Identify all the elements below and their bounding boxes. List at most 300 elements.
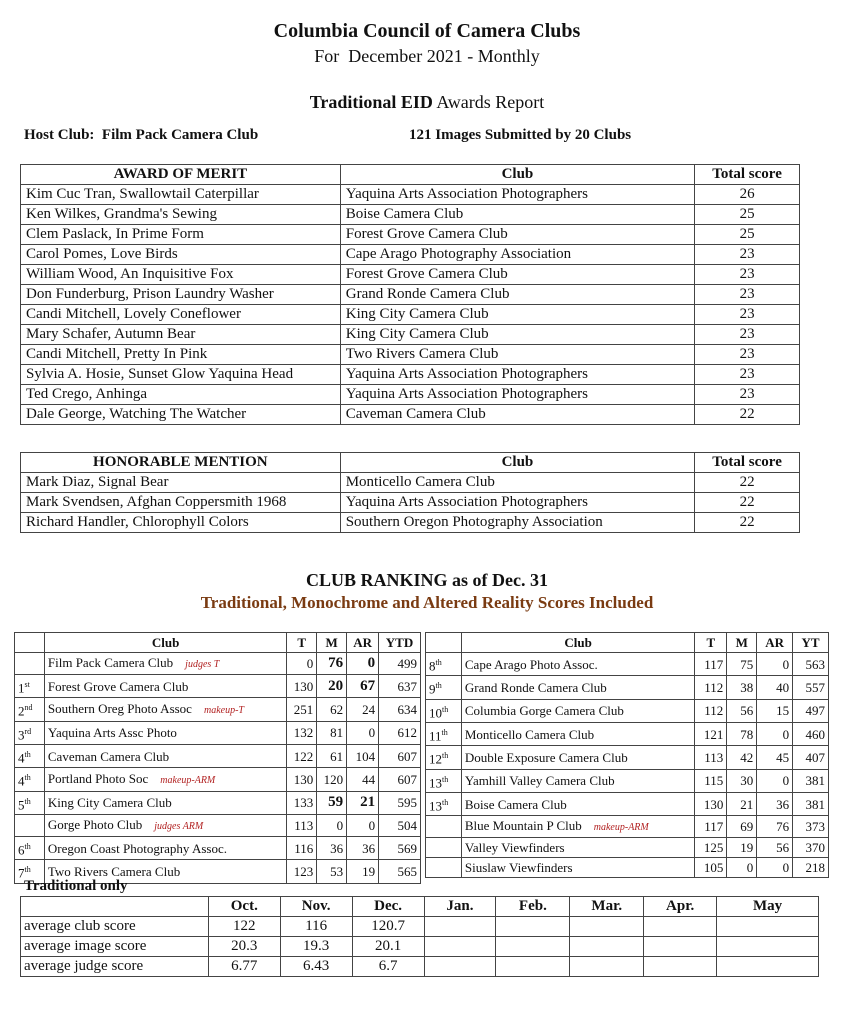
awards-report-heading xyxy=(0,92,854,113)
ranking-note: makeup-ARM xyxy=(160,774,216,786)
column-header: AR xyxy=(757,633,793,653)
ranking-place-suffix: th xyxy=(435,658,442,667)
ranking-place-suffix: th xyxy=(24,841,31,851)
ranking-club-name: Monticello Camera Club xyxy=(464,726,595,742)
ranking-club xyxy=(461,769,695,792)
ranking-ytd-score: 607 xyxy=(379,768,421,791)
ranking-m-score: 36 xyxy=(317,836,347,859)
ranking-t-score: 0 xyxy=(287,653,317,675)
ranking-m-score: 38 xyxy=(727,676,757,699)
ranking-place xyxy=(15,698,45,721)
ranking-place xyxy=(15,744,45,767)
ranking-ar-score: 76 xyxy=(757,816,793,838)
ranking-ytd-score: 557 xyxy=(793,676,829,699)
ranking-place xyxy=(15,791,45,814)
award-entry: Sylvia A. Hosie, Sunset Glow Yaquina Head xyxy=(21,365,341,385)
merit-row xyxy=(21,185,800,205)
ranking-place xyxy=(15,814,45,836)
ranking-club-name: Portland Photo Soc xyxy=(47,770,149,786)
award-entry: Carol Pomes, Love Birds xyxy=(21,245,341,265)
ranking-place-number: 13 xyxy=(429,774,442,790)
ranking-place-number: 4 xyxy=(18,750,25,766)
ranking-row xyxy=(15,836,421,859)
average-value xyxy=(644,937,717,957)
column-header: Mar. xyxy=(570,897,644,917)
average-value xyxy=(496,957,570,977)
submission-count: 121 Images Submitted by 20 Clubs xyxy=(409,127,632,143)
ranking-row xyxy=(426,858,829,878)
ranking-place-suffix: th xyxy=(442,797,449,807)
ranking-row xyxy=(15,653,421,675)
merit-row xyxy=(21,385,800,405)
award-score: 23 xyxy=(695,285,800,305)
ranking-ytd-score: 565 xyxy=(379,860,421,883)
award-entry: Dale George, Watching The Watcher xyxy=(21,405,341,425)
average-value xyxy=(424,957,496,977)
column-header: Jan. xyxy=(424,897,496,917)
average-value xyxy=(717,957,819,977)
ranking-m-score: 81 xyxy=(317,721,347,744)
ranking-ytd-score: 504 xyxy=(379,814,421,836)
ranking-m-score: 0 xyxy=(317,814,347,836)
ranking-t-score: 116 xyxy=(287,836,317,859)
ranking-t-score: 130 xyxy=(287,675,317,698)
ranking-place-suffix: nd xyxy=(24,703,33,713)
ranking-ytd-score: 218 xyxy=(793,858,829,878)
table-header-row xyxy=(426,633,829,653)
ranking-row xyxy=(15,721,421,744)
column-header: Oct. xyxy=(208,897,280,917)
average-row xyxy=(21,957,819,977)
average-value: 6.77 xyxy=(208,957,280,977)
ranking-ytd-score: 497 xyxy=(793,699,829,722)
column-header: May xyxy=(717,897,819,917)
ranking-t-score: 121 xyxy=(695,722,727,745)
award-club: King City Camera Club xyxy=(340,305,694,325)
ranking-ar-score: 19 xyxy=(347,860,379,883)
award-score: 25 xyxy=(695,205,800,225)
ranking-place xyxy=(426,722,462,745)
ranking-t-score: 115 xyxy=(695,769,727,792)
ranking-club xyxy=(44,653,286,675)
ranking-m-score: 59 xyxy=(317,791,347,814)
ranking-place-number: 6 xyxy=(18,842,25,858)
award-entry: Kim Cuc Tran, Swallowtail Caterpillar xyxy=(21,185,341,205)
award-entry: William Wood, An Inquisitive Fox xyxy=(21,265,341,285)
award-club: Yaquina Arts Association Photographers xyxy=(340,365,694,385)
ranking-club-name: Double Exposure Camera Club xyxy=(464,749,628,765)
table-header-row xyxy=(21,165,800,185)
club-ranking-subtitle: Traditional, Monochrome and Altered Reality Scores Included xyxy=(200,593,654,612)
ranking-t-score: 133 xyxy=(287,791,317,814)
average-value xyxy=(644,957,717,977)
ranking-ar-score: 21 xyxy=(347,791,379,814)
ranking-place-suffix: rd xyxy=(24,726,32,736)
column-header: HONORABLE MENTION xyxy=(21,453,341,473)
ranking-ar-score: 45 xyxy=(757,746,793,769)
award-club: Forest Grove Camera Club xyxy=(340,225,694,245)
ranking-ar-score: 0 xyxy=(347,721,379,744)
average-value: 19.3 xyxy=(280,937,352,957)
ranking-row xyxy=(15,768,421,791)
ranking-place-number: 13 xyxy=(429,798,442,814)
ranking-place xyxy=(426,746,462,769)
average-value xyxy=(496,937,570,957)
ranking-place xyxy=(426,769,462,792)
award-score: 23 xyxy=(695,325,800,345)
award-score: 22 xyxy=(695,405,800,425)
ranking-m-score: 21 xyxy=(727,792,757,815)
column-header: Feb. xyxy=(496,897,570,917)
ranking-place-suffix: st xyxy=(24,680,30,689)
ranking-place-number: 7 xyxy=(18,865,25,881)
award-score: 23 xyxy=(695,305,800,325)
ranking-m-score: 69 xyxy=(727,816,757,838)
column-header: M xyxy=(727,633,757,653)
average-value: 20.1 xyxy=(352,937,424,957)
merit-row xyxy=(21,305,800,325)
column-header: Dec. xyxy=(352,897,424,917)
ranking-t-score: 132 xyxy=(287,721,317,744)
column-header: Club xyxy=(340,453,694,473)
ranking-club-name: Southern Oreg Photo Assoc xyxy=(47,700,192,716)
average-value: 20.3 xyxy=(208,937,280,957)
traditional-only-label: Traditional only xyxy=(24,878,128,894)
ranking-m-score: 20 xyxy=(317,675,347,698)
award-of-merit-table xyxy=(20,164,800,425)
ranking-m-score: 56 xyxy=(727,699,757,722)
award-club: Yaquina Arts Association Photographers xyxy=(340,385,694,405)
ranking-club xyxy=(461,858,695,878)
ranking-club-name: Yamhill Valley Camera Club xyxy=(464,773,615,789)
ranking-row xyxy=(426,816,829,838)
award-club: Forest Grove Camera Club xyxy=(340,265,694,285)
average-row xyxy=(21,917,819,937)
ranking-ar-score: 0 xyxy=(757,858,793,878)
award-club: Boise Camera Club xyxy=(340,205,694,225)
ranking-row xyxy=(15,744,421,767)
column-header: YTD xyxy=(379,633,421,653)
ranking-m-score: 30 xyxy=(727,769,757,792)
ranking-ytd-score: 499 xyxy=(379,653,421,675)
ranking-t-score: 125 xyxy=(695,838,727,858)
ranking-t-score: 117 xyxy=(695,653,727,676)
average-value: 6.43 xyxy=(280,957,352,977)
ranking-row xyxy=(426,722,829,745)
report-period: For December 2021 - Monthly xyxy=(314,46,540,66)
ranking-place-number: 3 xyxy=(18,726,25,742)
average-value: 122 xyxy=(208,917,280,937)
ranking-ar-score: 104 xyxy=(347,744,379,767)
ranking-ytd-score: 381 xyxy=(793,769,829,792)
ranking-m-score: 120 xyxy=(317,768,347,791)
ranking-m-score: 19 xyxy=(727,838,757,858)
ranking-place-suffix: th xyxy=(24,773,31,783)
award-entry: Clem Paslack, In Prime Form xyxy=(21,225,341,245)
ranking-place-number: 1 xyxy=(18,680,25,696)
ranking-ytd-score: 563 xyxy=(793,653,829,676)
average-value xyxy=(717,917,819,937)
ranking-club-name: Caveman Camera Club xyxy=(47,748,170,764)
report-title: Columbia Council of Camera Clubs xyxy=(273,20,581,42)
award-score: 22 xyxy=(695,513,800,533)
award-club: Monticello Camera Club xyxy=(340,473,694,493)
ranking-place xyxy=(426,699,462,722)
ranking-club xyxy=(44,744,286,767)
award-club: Yaquina Arts Association Photographers xyxy=(340,493,694,513)
ranking-club xyxy=(44,814,286,836)
column-header: Club xyxy=(340,165,694,185)
ranking-place-number: 11 xyxy=(429,728,442,744)
ranking-row xyxy=(426,792,829,815)
ranking-m-score: 61 xyxy=(317,744,347,767)
award-club: Grand Ronde Camera Club xyxy=(340,285,694,305)
ranking-ar-score: 0 xyxy=(757,653,793,676)
ranking-club-name: Forest Grove Camera Club xyxy=(47,678,189,694)
average-value xyxy=(424,937,496,957)
ranking-ar-score: 0 xyxy=(347,653,379,675)
ranking-place-number: 8 xyxy=(429,658,436,674)
average-value: 116 xyxy=(280,917,352,937)
merit-row xyxy=(21,325,800,345)
ranking-place-number: 12 xyxy=(429,751,442,767)
column-header: AR xyxy=(347,633,379,653)
ranking-club xyxy=(44,698,286,721)
table-header-row xyxy=(21,897,819,917)
column-header: Club xyxy=(44,633,286,653)
ranking-ar-score: 15 xyxy=(757,699,793,722)
traditional-averages-table xyxy=(20,896,819,977)
ranking-club xyxy=(44,721,286,744)
ranking-place-suffix: th xyxy=(442,774,449,784)
ranking-row xyxy=(426,769,829,792)
ranking-ar-score: 40 xyxy=(757,676,793,699)
award-entry: Candi Mitchell, Lovely Coneflower xyxy=(21,305,341,325)
club-ranking-right-table xyxy=(425,632,829,878)
ranking-ar-score: 56 xyxy=(757,838,793,858)
ranking-club xyxy=(461,838,695,858)
ranking-place xyxy=(426,858,462,878)
ranking-place xyxy=(15,653,45,675)
ranking-club xyxy=(461,653,695,676)
average-value xyxy=(717,937,819,957)
merit-row xyxy=(21,365,800,385)
average-value xyxy=(570,917,644,937)
award-entry: Mary Schafer, Autumn Bear xyxy=(21,325,341,345)
ranking-place xyxy=(15,675,45,698)
column-header xyxy=(15,633,45,653)
ranking-t-score: 113 xyxy=(695,746,727,769)
merit-row xyxy=(21,345,800,365)
award-entry: Ken Wilkes, Grandma's Sewing xyxy=(21,205,341,225)
ranking-t-score: 130 xyxy=(695,792,727,815)
award-score: 23 xyxy=(695,385,800,405)
ranking-club xyxy=(44,675,286,698)
ranking-ar-score: 24 xyxy=(347,698,379,721)
ranking-club xyxy=(461,792,695,815)
ranking-club-name: Columbia Gorge Camera Club xyxy=(464,703,624,719)
ranking-ytd-score: 634 xyxy=(379,698,421,721)
club-ranking-left-table xyxy=(14,632,421,884)
average-value: 120.7 xyxy=(352,917,424,937)
ranking-t-score: 130 xyxy=(287,768,317,791)
ranking-club-name: Two Rivers Camera Club xyxy=(47,863,181,879)
honorable-row xyxy=(21,473,800,493)
ranking-row xyxy=(426,838,829,858)
ranking-ar-score: 36 xyxy=(347,836,379,859)
ranking-place-number: 9 xyxy=(429,681,436,697)
ranking-ytd-score: 607 xyxy=(379,744,421,767)
ranking-ytd-score: 370 xyxy=(793,838,829,858)
ranking-ytd-score: 381 xyxy=(793,792,829,815)
ranking-ar-score: 0 xyxy=(347,814,379,836)
column-header xyxy=(426,633,462,653)
ranking-club xyxy=(44,791,286,814)
ranking-club xyxy=(461,699,695,722)
award-entry: Richard Handler, Chlorophyll Colors xyxy=(21,513,341,533)
award-score: 23 xyxy=(695,345,800,365)
award-score: 22 xyxy=(695,473,800,493)
award-score: 23 xyxy=(695,265,800,285)
merit-row xyxy=(21,225,800,245)
merit-row xyxy=(21,205,800,225)
ranking-row xyxy=(426,746,829,769)
ranking-m-score: 53 xyxy=(317,860,347,883)
column-header: AWARD OF MERIT xyxy=(21,165,341,185)
ranking-ar-score: 0 xyxy=(757,769,793,792)
ranking-row xyxy=(426,676,829,699)
ranking-place xyxy=(426,653,462,676)
column-header: Club xyxy=(461,633,695,653)
award-score: 25 xyxy=(695,225,800,245)
ranking-place xyxy=(426,792,462,815)
ranking-place xyxy=(426,816,462,838)
ranking-row xyxy=(15,675,421,698)
ranking-club-name: Valley Viewfinders xyxy=(464,840,565,856)
award-entry: Ted Crego, Anhinga xyxy=(21,385,341,405)
ranking-row xyxy=(426,653,829,676)
ranking-note: makeup-T xyxy=(203,704,244,716)
ranking-ytd-score: 637 xyxy=(379,675,421,698)
average-label: average judge score xyxy=(21,957,209,977)
award-club: Caveman Camera Club xyxy=(340,405,694,425)
award-club: Two Rivers Camera Club xyxy=(340,345,694,365)
awards-report-heading-rest: Awards Report xyxy=(432,92,545,112)
ranking-m-score: 42 xyxy=(727,746,757,769)
award-club: Yaquina Arts Association Photographers xyxy=(340,185,694,205)
ranking-place-number: 10 xyxy=(429,704,442,720)
ranking-t-score: 123 xyxy=(287,860,317,883)
ranking-t-score: 112 xyxy=(695,699,727,722)
award-score: 23 xyxy=(695,245,800,265)
ranking-ytd-score: 460 xyxy=(793,722,829,745)
ranking-place-suffix: th xyxy=(24,865,31,875)
club-ranking-title: CLUB RANKING as of Dec. 31 xyxy=(306,570,548,590)
ranking-t-score: 113 xyxy=(287,814,317,836)
ranking-ar-score: 36 xyxy=(757,792,793,815)
ranking-ar-score: 0 xyxy=(757,722,793,745)
ranking-place-suffix: th xyxy=(442,751,449,761)
average-value xyxy=(644,917,717,937)
host-club: Host Club: Film Pack Camera Club xyxy=(24,127,259,143)
table-header-row xyxy=(15,633,421,653)
award-score: 22 xyxy=(695,493,800,513)
average-value xyxy=(570,937,644,957)
ranking-place xyxy=(426,676,462,699)
ranking-club-name: Grand Ronde Camera Club xyxy=(464,679,607,695)
ranking-note: judges ARM xyxy=(154,820,204,832)
ranking-note: judges T xyxy=(185,659,220,670)
ranking-place-suffix: th xyxy=(24,796,31,806)
column-header: M xyxy=(317,633,347,653)
ranking-club xyxy=(461,722,695,745)
award-score: 23 xyxy=(695,365,800,385)
ranking-m-score: 75 xyxy=(727,653,757,676)
column-header: YT xyxy=(793,633,829,653)
honorable-row xyxy=(21,493,800,513)
ranking-place-number: 2 xyxy=(18,703,25,719)
ranking-ytd-score: 595 xyxy=(379,791,421,814)
honorable-mention-table xyxy=(20,452,800,533)
award-club: Cape Arago Photography Association xyxy=(340,245,694,265)
merit-row xyxy=(21,245,800,265)
column-header: Total score xyxy=(695,453,800,473)
ranking-place-suffix: th xyxy=(441,727,448,737)
ranking-ar-score: 44 xyxy=(347,768,379,791)
award-entry: Candi Mitchell, Pretty In Pink xyxy=(21,345,341,365)
average-value xyxy=(424,917,496,937)
column-header: Nov. xyxy=(280,897,352,917)
ranking-club-name: Blue Mountain P Club xyxy=(464,818,582,834)
ranking-place-suffix: th xyxy=(24,749,31,759)
table-header-row xyxy=(21,453,800,473)
ranking-club-name: King City Camera Club xyxy=(47,795,172,811)
ranking-t-score: 117 xyxy=(695,816,727,838)
merit-row xyxy=(21,285,800,305)
ranking-m-score: 0 xyxy=(727,858,757,878)
average-value xyxy=(570,957,644,977)
ranking-ar-score: 67 xyxy=(347,675,379,698)
ranking-t-score: 251 xyxy=(287,698,317,721)
column-header: T xyxy=(287,633,317,653)
average-label: average club score xyxy=(21,917,209,937)
ranking-club-name: Oregon Coast Photography Assoc. xyxy=(47,840,227,856)
ranking-ytd-score: 373 xyxy=(793,816,829,838)
ranking-m-score: 76 xyxy=(317,653,347,675)
ranking-club xyxy=(461,746,695,769)
ranking-ytd-score: 612 xyxy=(379,721,421,744)
merit-row xyxy=(21,405,800,425)
ranking-ytd-score: 569 xyxy=(379,836,421,859)
ranking-club-name: Yaquina Arts Assc Photo xyxy=(47,725,177,741)
ranking-club xyxy=(461,816,695,838)
ranking-ytd-score: 407 xyxy=(793,746,829,769)
ranking-place-suffix: th xyxy=(442,704,449,714)
ranking-club-name: Film Pack Camera Club xyxy=(47,655,174,670)
average-label: average image score xyxy=(21,937,209,957)
ranking-place-suffix: th xyxy=(435,681,442,691)
merit-row xyxy=(21,265,800,285)
average-value xyxy=(496,917,570,937)
ranking-row xyxy=(15,791,421,814)
ranking-club-name: Gorge Photo Club xyxy=(47,816,143,832)
ranking-place xyxy=(426,838,462,858)
ranking-m-score: 62 xyxy=(317,698,347,721)
award-entry: Mark Svendsen, Afghan Coppersmith 1968 xyxy=(21,493,341,513)
column-header: Total score xyxy=(695,165,800,185)
honorable-row xyxy=(21,513,800,533)
ranking-m-score: 78 xyxy=(727,722,757,745)
